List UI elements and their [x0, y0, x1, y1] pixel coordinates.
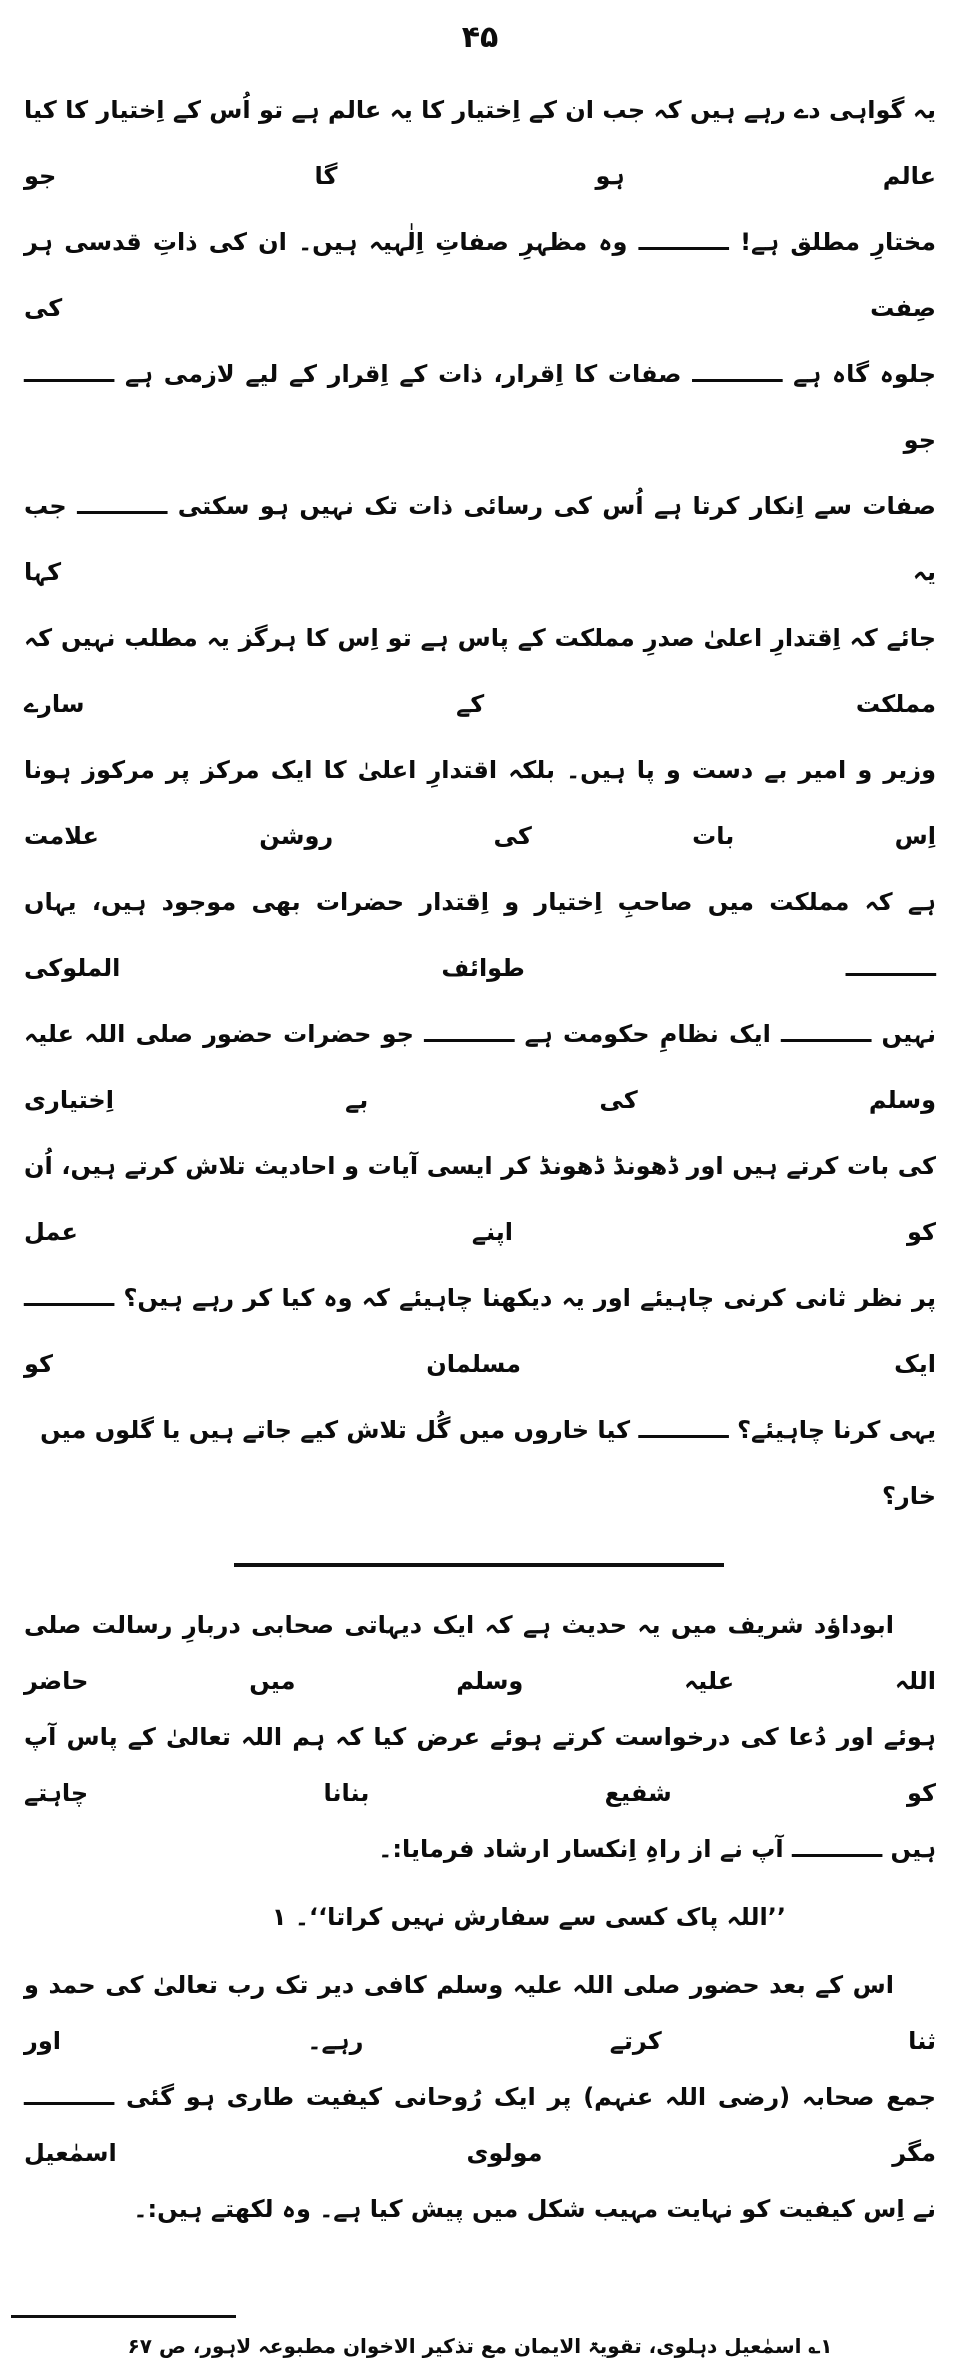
text-line: مختارِ مطلق ہے! ـــــــــــ وہ مظہرِ صفاتِ اِلٰہیہ ہیں۔ ان کی ذاتِ قدسی ہر صِفت کی — [24, 228, 937, 322]
text-line: جائے کہ اِقتدارِ اعلیٰ صدرِ مملکت کے پاس ہے تو اِس کا ہرگز یہ مطلب نہیں کہ مملکت کے سارے — [24, 624, 936, 718]
text-line: پر نظر ثانی کرنی چاہیئے اور یہ دیکھنا چاہیئے کہ وہ کیا کر رہے ہیں؟ ـــــــــــ ایک مسلمان کو — [24, 1284, 936, 1378]
text-line: صفات سے اِنکار کرتا ہے اُس کی رسائی ذات تک نہیں ہو سکتی ـــــــــــ جب یہ کہا — [24, 492, 936, 586]
commentary-section — [24, 1957, 936, 2237]
text-line: یہی کرنا چاہیئے؟ ـــــــــــ کیا خاروں میں گُل تلاش کیے جاتے ہیں یا گلوں میں خار؟ — [40, 1416, 936, 1510]
hadith-quote: ’’اللہ پاک کسی سے سفارش نہیں کراتا‘‘۔ ۱ — [271, 1903, 786, 1931]
text-line: وزیر و امیر بے دست و پا ہیں۔ بلکہ اقتدارِ اعلیٰ کا ایک مرکز پر مرکوز ہونا اِس بات کی روشن علامت — [24, 756, 936, 850]
text-line: کی بات کرتے ہیں اور ڈھونڈ ڈھونڈ کر ایسی آیات و احادیث تلاش کرتے ہیں، اُن کو اپنے عمل — [24, 1152, 936, 1246]
hadith-intro-section — [24, 1597, 936, 1877]
page-number: ۴۵ — [461, 20, 499, 55]
text-line: ہیں ـــــــــــ آپ نے از راہِ اِنکسار ارشاد فرمایا:۔ — [378, 1835, 936, 1863]
footnote-rule — [11, 2315, 236, 2318]
text-line: ہے کہ مملکت میں صاحبِ اِختیار و اِقتدار حضرات بھی موجود ہیں، یہاں ـــــــــــ طوائف الملوکی — [24, 888, 936, 982]
footnote-text: ۱؎ اسمٰعیل دہلوی، تقویۃ الایمان مع تذکیر الاخوان مطبوعہ لاہور، ص ۶۷ — [127, 2334, 833, 2358]
text-line: ہوئے اور دُعا کی درخواست کرتے ہوئے عرض کیا کہ ہم اللہ تعالیٰ کے پاس آپ کو شفیع بنانا چاہتے — [24, 1723, 936, 1807]
text-line: اس کے بعد حضور صلی اللہ علیہ وسلم کافی دیر تک رب تعالیٰ کی حمد و ثنا کرتے رہے۔ اور — [24, 1971, 936, 2055]
text-line: جلوہ گاہ ہے ـــــــــــ صفات کا اِقرار، ذات کے اِقرار کے لیے لازمی ہے ـــــــــــ جو — [24, 360, 936, 454]
text-line: یہ گواہی دے رہے ہیں کہ جب ان کے اِختیار کا یہ عالم ہے تو اُس کے اِختیار کا کیا عالم ہو گا جو — [24, 96, 936, 190]
text-line: نے اِس کیفیت کو نہایت مہیب شکل میں پیش کیا ہے۔ وہ لکھتے ہیں:۔ — [133, 2195, 936, 2223]
text-line: نہیں ـــــــــــ ایک نظامِ حکومت ہے ـــــــــــ جو حضرات حضور صلی اللہ علیہ وسلم کی بے اِختیاری — [24, 1020, 936, 1114]
section-divider — [234, 1563, 724, 1567]
text-line: جمع صحابہ (رضی اللہ عنہم) پر ایک رُوحانی کیفیت طاری ہو گئی ـــــــــــ مگر مولوی اسمٰعیل — [24, 2083, 936, 2167]
text-line: ابوداؤد شریف میں یہ حدیث ہے کہ ایک دیہاتی صحابی دربارِ رسالت صلی اللہ علیہ وسلم میں حاضر — [24, 1611, 936, 1695]
main-text-section — [24, 77, 936, 1529]
